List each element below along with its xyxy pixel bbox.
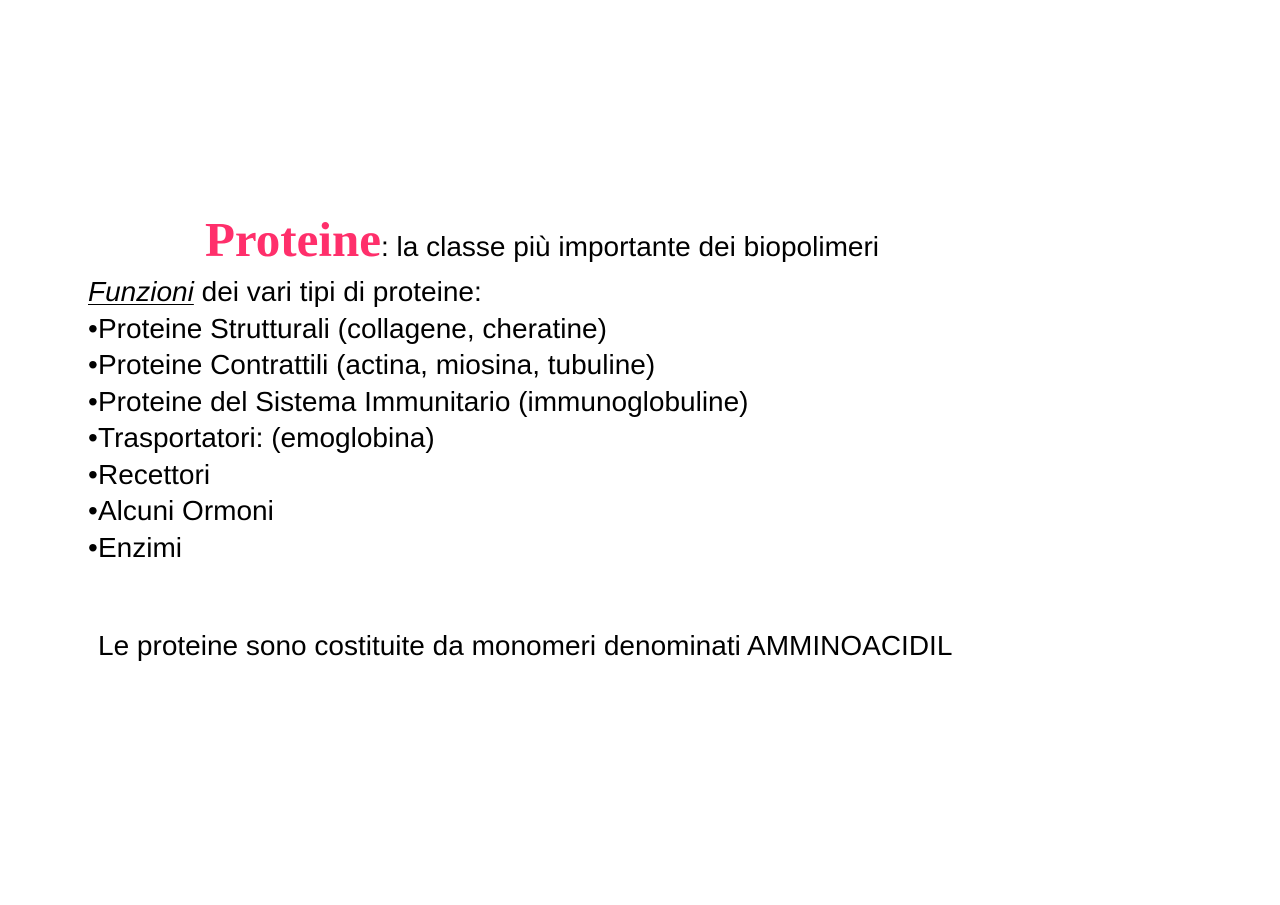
list-item bbox=[88, 457, 749, 494]
list-item bbox=[88, 311, 749, 348]
bullet-icon: • bbox=[88, 349, 98, 380]
conclusion-text: Le proteine sono costituite da monomeri denominati AMMINOACIDIL bbox=[98, 630, 953, 661]
list-item-text: Proteine Contrattili (actina, miosina, tubuline) bbox=[98, 349, 656, 380]
title-description: : la classe più importante dei biopolimeri bbox=[380, 231, 880, 262]
list-item bbox=[88, 347, 749, 384]
functions-heading bbox=[88, 274, 749, 311]
list-item-text: Enzimi bbox=[98, 531, 183, 563]
slide-content bbox=[88, 274, 749, 566]
slide-title bbox=[205, 212, 880, 267]
list-item bbox=[88, 530, 749, 567]
list-item-text: Proteine Strutturali (collagene, cheratine) bbox=[98, 312, 607, 344]
title-keyword: Proteine bbox=[205, 212, 381, 267]
bullet-icon: • bbox=[88, 458, 98, 490]
list-item bbox=[88, 384, 749, 421]
bullet-icon: • bbox=[88, 531, 98, 563]
bullet-icon: • bbox=[88, 312, 98, 344]
list-item-text: Recettori bbox=[98, 458, 211, 490]
list-item-text: Trasportatori: (emoglobina) bbox=[98, 422, 435, 453]
bullet-icon: • bbox=[88, 422, 98, 453]
list-item bbox=[88, 420, 749, 457]
list-item-text: Alcuni Ormoni bbox=[98, 495, 274, 526]
list-item-text: Proteine del Sistema Immunitario (immunoglobuline) bbox=[98, 385, 749, 417]
list-item bbox=[88, 493, 749, 530]
bullet-icon: • bbox=[88, 385, 98, 417]
bullet-icon: • bbox=[88, 495, 98, 526]
functions-keyword: Funzioni bbox=[88, 276, 194, 307]
protein-function-list bbox=[88, 311, 749, 567]
functions-heading-text: dei vari tipi di proteine: bbox=[193, 276, 482, 307]
